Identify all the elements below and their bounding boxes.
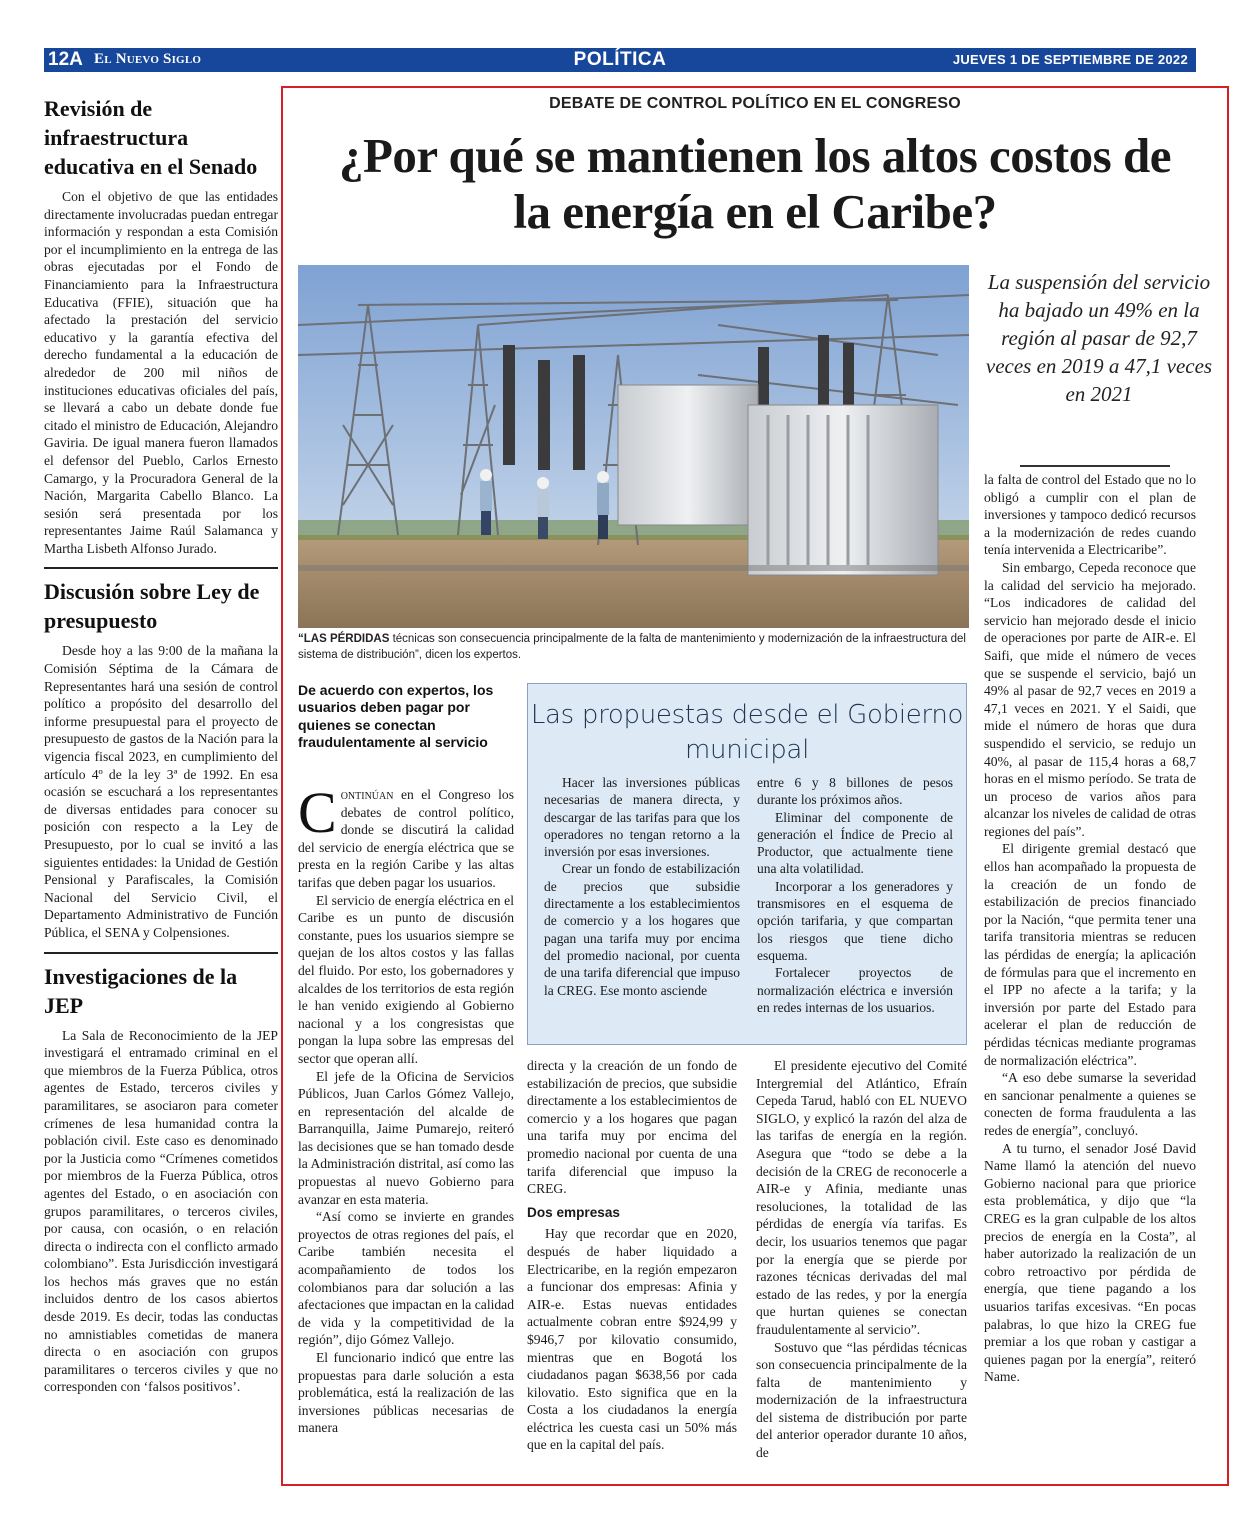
sidebar-column-left [544,774,740,999]
article-paragraph: El funcionario indicó que entre las propuestas para darle solución a esta problemática, está la realización de las inversiones públicas necesarias de manera [298,1350,514,1436]
article-lede: De acuerdo con expertos, los usuarios deben pagar por quienes se conectan fraudulentamente al servicio [298,682,494,751]
article-paragraph: “A eso debe sumarse la severidad en sancionar penalmente a quienes se conecten de forma fraudulenta a las redes de energía”, concluyó. [984,1070,1196,1138]
issue-date: JUEVES 1 DE SEPTIEMBRE DE 2022 [952,52,1188,67]
briefs-column [44,94,278,1396]
article-column-1 [298,780,514,1437]
article-paragraph: Sin embargo, Cepeda reconoce que la calidad del servicio ha mejorado. “Los indicadores de calidad del servicio han mejorado desde el inicio de operaciones por parte de AIR-e. El Saifi, que mide el número de veces que se suspende el servicio, bajó un 49% al pasar de 92,7 veces en 2019 a 47,1 veces en 2021. Y el Saidi, que mide el número de horas que dura suspendido el servicio, se redujo un 40%, al pasar de 115,4 horas a 68,7 horas en el mismo período. Se trata de un proceso de varios años para alcanzar los niveles de calidad de otras regiones del país”. [984,559,1196,839]
article-column-3 [756,1057,967,1462]
article-paragraph: El servicio de energía eléctrica en el Caribe es un punto de discusión constante, pues los usuarios siempre se quejan de los altos costos y las fallas del fluido. Por esto, los gobernadores y alcaldes de los territorios de esta región le han venido exigiendo al Gobierno nacional y a los congresistas que pongan la lupa sobre las empresas del sector que operan allí. [298,892,514,1066]
article-paragraph: directa y la creación de un fondo de estabilización de precios, que subsidie directamente a los establecimientos de comercio y a los hogares que pagan una tarifa muy por encima del promedio nacional por cuenta de una tarifa diferencial que impuso la CREG. [527,1058,737,1197]
substation-photo [298,265,969,628]
article-headline: ¿Por qué se mantienen los altos costos de la energía en el Caribe? [339,128,1171,239]
brief-body: Con el objetivo de que las entidades directamente involucradas puedan entregar información y respondan a esta Comisión por el incumplimiento en la entrega de las obras ejecutadas por el Fondo de Financiamiento para la Infraestructura Educativa (FFIE), situación que ha afectado la prestación del servicio educativo y la garantía efectiva del derecho fundamental a la educación de alrededor de 200 mil niños de instituciones educativas oficiales del país, se llevará a cabo un debate donde fue citado el ministro de Educación, Alejandro Gaviria. De igual manera fueron llamados el defensor del Pueblo, Carlos Ernesto Camargo, y la Procuradora General de la Nación, Margarita Cabello Blanco. La sesión será presentada por los representantes Jaime Raúl Salamanca y Martha Lisbeth Alfonso Jurado. [44,189,278,556]
sidebar-paragraph: Fortalecer proyectos de normalización eléctrica e inversión en redes internas de los usuarios. [757,965,953,1015]
newspaper-name: El Nuevo Siglo [94,51,202,67]
sidebar-paragraph: Crear un fondo de estabilización de precios que subsidie directamente a los establecimientos de comercio y a los hogares que pagan una tarifa muy por encima del promedio nacional, por cuenta de una tarifa diferencial que impuso la CREG. Ese monto asciende [544,861,740,998]
article-paragraph: Sostuvo que “las pérdidas técnicas son consecuencia principalmente de la falta de mantenimiento y modernización de la infraestructura del sistema de distribución por parte del anterior operador durante 10 años, de [756,1339,967,1461]
article-kicker: DEBATE DE CONTROL POLÍTICO EN EL CONGRESO [549,95,961,112]
section-header-bar [44,48,1196,72]
article-paragraph: la falta de control del Estado que no lo obligó a cumplir con el plan de inversiones y tampoco dedicó recursos a la modernización de redes cuando tenía intervenida a Electricaribe”. [984,472,1196,558]
brief-title: Discusión sobre Ley de presupuesto [44,579,260,634]
first-paragraph-text: en el Congreso los debates de control político, donde se discutirá la calidad del servicio de energía eléctrica que se presta en la región Caribe y las altas tarifas que deben pagar los usuarios. [298,787,514,890]
caption-lead: “LAS PÉRDIDAS [298,633,390,645]
brief-body: Desde hoy a las 9:00 de la mañana la Comisión Séptima de la Cámara de Representantes hará una sesión de control político a propósito del desarrollo del informe presupuestal para el proyecto de presupuesto de gastos de la Nación para la vigencia fiscal 2023, en cumplimiento del artículo 4º de la ley 3ª de 1992. En esa ocasión se escuchará a los representantes de diversas entidades para conocer su posición con respecto a la Ley de Presupuesto, por lo cual se invitó a las siguientes entidades: la Unidad de Gestión Pensional y Parafiscales, la Comisión Nacional del Servicio Civil, el Departamento Administrativo de Función Pública, el SENA y Colpensiones. [44,643,278,940]
pull-quote: La suspensión del servicio ha bajado un 49% en la región al pasar de 92,7 veces en 2019 a 47,1 veces en 2021 [985,270,1213,406]
article-first-paragraph [298,780,514,892]
proposals-sidebar [527,683,967,1045]
section-name: POLÍTICA [573,49,667,70]
article-column-2 [527,1057,737,1454]
pull-quote-rule [1020,465,1170,467]
article-paragraph: A tu turno, el senador José David Name llamó la atención del nuevo Gobierno nacional para que priorice esta problemática, y dijo que “la CREG es la gran culpable de los altos precios de energía en la Costa”, al haber autorizado la realización de un cobro retroactivo por pérdida de energía, que tiene pagando a los usuarios tarifas excesivas. “En pocas palabras, lo que hizo la CREG fue premiar a los que roban y castigar a quienes pagan por la energía”, reiteró Name. [984,1140,1196,1385]
sidebar-paragraph: Hacer las inversiones públicas necesarias de manera directa, y descargar de las tarifas para que los operadores no tengan retorno a la inversión por esas inversiones. [544,775,740,860]
first-word: ontinúan [340,787,394,802]
sidebar-paragraph: entre 6 y 8 billones de pesos durante los próximos años. [757,775,953,808]
substation-illustration [298,265,969,628]
article-paragraph: Hay que recordar que en 2020, después de haber liquidado a Electricaribe, en la región empezaron a funcionar dos empresas: Afinia y AIR-e. Estas nuevas entidades actualmente cobran entre $924,99 y $946,7 por kilovatio consumido, mientras que en Bogotá los ciudadanos pagan $638,56 por cada kilovatio. Esto significa que en la Costa a los ciudadanos la energía eléctrica les cuesta casi un 50% más que en la capital del país. [527,1226,737,1453]
sidebar-paragraph: Incorporar a los generadores y transmisores en el esquema de opción tarifaria, y que compartan los riesgos que tiene dicho esquema. [757,878,953,963]
article-subhead: Dos empresas [527,1204,620,1220]
sidebar-paragraph: Eliminar del componente de generación el Índice de Precio al Productor, que actualmente tiene una alta volatilidad. [757,809,953,877]
article-column-4 [984,471,1196,1386]
brief-divider [44,952,278,954]
page-number: 12A [48,49,83,70]
brief-divider [44,567,278,569]
brief-body: La Sala de Reconocimiento de la JEP investigará el entramado criminal en el que miembros de la Fuerza Pública, otros agentes de Estado, terceros civiles y paramilitares, se asociaron para cometer crímenes de lesa humanidad contra la población civil. Este caso es denominado por la Justicia como “Crímenes cometidos por miembros de la Fuerza Pública, otros agentes del Estado, o en asociación con grupos paramilitares, o terceros civiles, por causa, con ocasión, o en relación directa o indirecta con el conflicto armado colombiano”. Esta Jurisdicción investigará los hechos más graves que no están incluidos dentro de los casos abiertos desde 2019. Es decir, todas las conductas no amnistiables cometidas de manera directa o en asociación con grupos paramilitares o terceros civiles y que no corresponden con ‘falsos positivos’. [44,1027,278,1395]
drop-cap: C [298,780,337,845]
caption-text: técnicas son consecuencia principalmente de la falta de mantenimiento y modernización de la infraestructura del sistema de distribución”, dicen los expertos. [298,633,966,661]
brief-title: Investigaciones de la JEP [44,963,238,1018]
sidebar-column-right [757,774,953,1016]
article-paragraph: “Así como se invierte en grandes proyectos de otras regiones del país, el Caribe también necesita el acompañamiento de todos los colombianos para dar solución a las afectaciones que impactan en la calidad de vida y la competitividad de la región”, dijo Gómez Vallejo. [298,1209,514,1348]
photo-caption [298,631,969,663]
article-paragraph: El jefe de la Oficina de Servicios Públicos, Juan Carlos Gómez Vallejo, en representación del alcalde de Barranquilla, Jaime Pumarejo, reiteró las decisiones que se han tomado desde la Administración distrital, así como las propuestas al nuevo Gobierno para avanzar en esta materia. [298,1068,514,1207]
sidebar-title: Las propuestas desde el Gobierno municipal [530,700,964,765]
article-paragraph: El dirigente gremial destacó que ellos han acompañado la propuesta de la creación de un fondo de estabilización de precios financiado por la Nación, “que permita tener una tarifa transitoria mientras se reducen las pérdidas de energía; la aplicación de fórmulas para que el incremento en el IPP no afecte a la tarifa; y la inversión por parte del Estado para acelerar el plan de reducción de pérdidas técnicas mediante programas de normalización eléctrica”. [984,841,1196,1068]
article-paragraph: El presidente ejecutivo del Comité Intergremial del Atlántico, Efraín Cepeda Tarud, habló con EL NUEVO SIGLO, y explicó la razón del alza de las tarifas de energía en la región. Asegura que “todo se debe a la decisión de la CREG de reconocerle a AIR-e y Afinia, mediante unas resoluciones, la totalidad de las pérdidas de energía vía tarifas. Es decir, los usuarios tenemos que pagar por la energía que se pierde por razones técnicas derivadas del mal estado de las redes, y por la energía que hurtan quienes se conectan fraudulentamente al servicio”. [756,1058,967,1337]
brief-title: Revisión de infraestructura educativa en el Senado [44,96,258,179]
